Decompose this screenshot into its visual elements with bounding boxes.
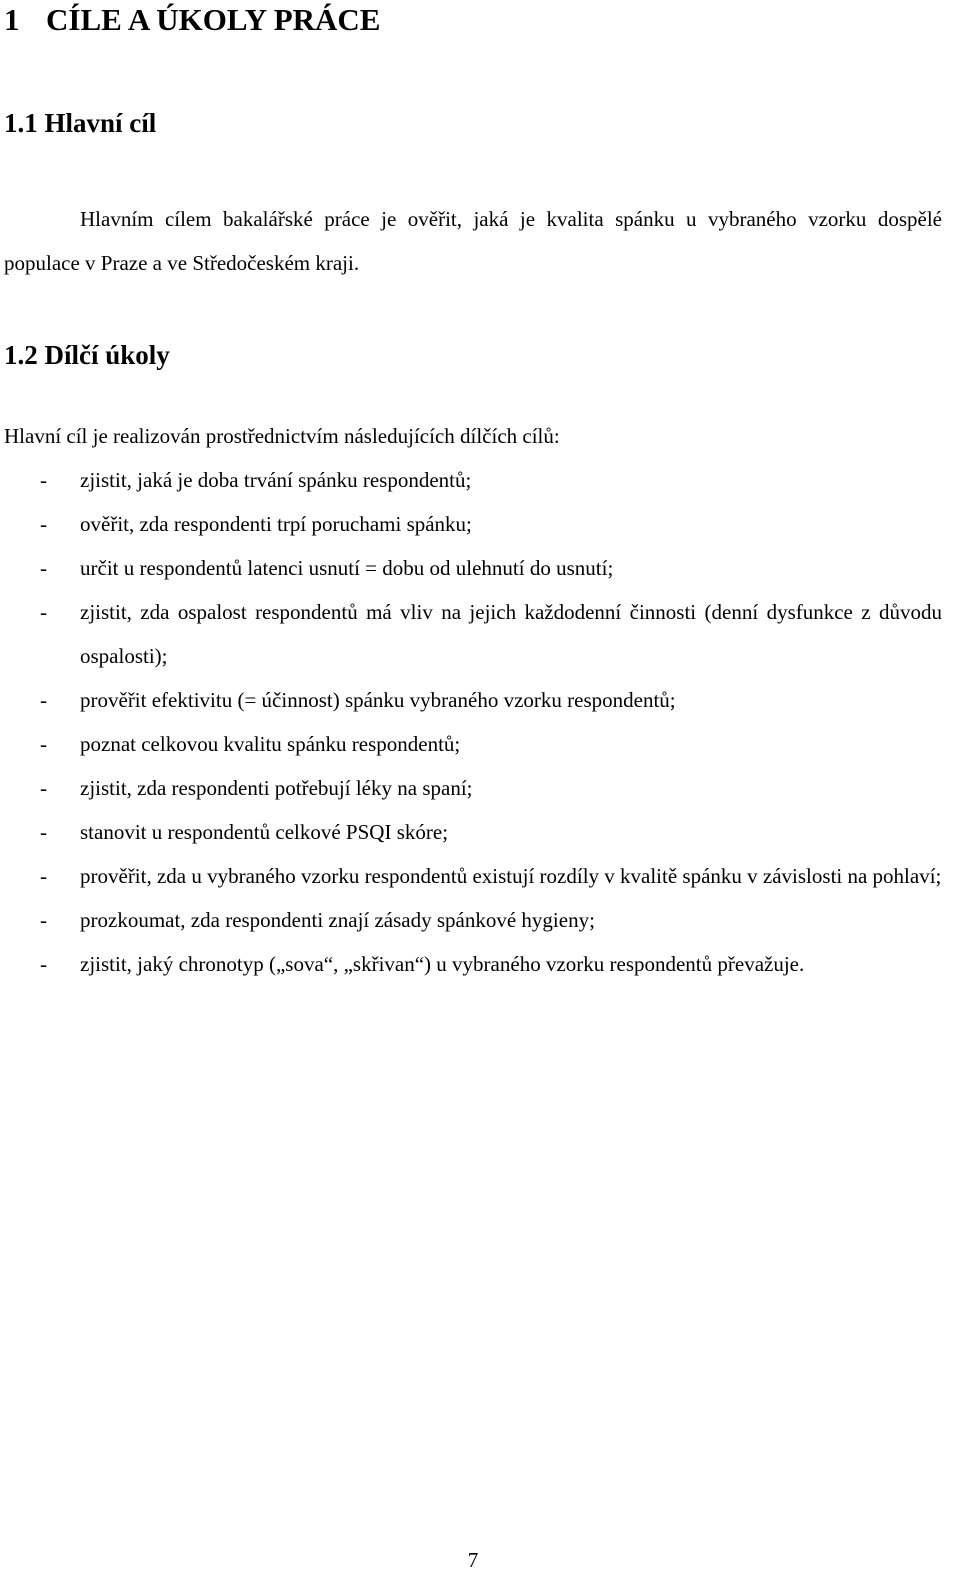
list-item — [4, 854, 942, 898]
list-item-text: zjistit, zda respondenti potřebují léky na spaní; — [80, 776, 473, 800]
list-item-text: prověřit efektivitu (= účinnost) spánku vybraného vzorku respondentů; — [80, 688, 676, 712]
list-bullet: - — [40, 600, 47, 624]
page-number: 7 — [467, 1548, 479, 1572]
list-bullet: - — [40, 556, 47, 580]
list-bullet: - — [40, 908, 47, 932]
list-item — [4, 590, 942, 678]
chapter-number: 1 — [4, 2, 20, 37]
list-item-text: určit u respondentů latenci usnutí = dobu od ulehnutí do usnutí; — [80, 556, 614, 580]
list-item — [4, 942, 942, 986]
chapter-heading — [4, 2, 380, 38]
list-item-text: prozkoumat, zda respondenti znají zásady spánkové hygieny; — [80, 908, 595, 932]
list-bullet: - — [40, 820, 47, 844]
list-item-text: ověřit, zda respondenti trpí poruchami spánku; — [80, 512, 472, 536]
list-item — [4, 458, 942, 502]
section-heading-main-goal: 1.1 Hlavní cíl — [4, 108, 157, 138]
section-heading-subtasks: 1.2 Dílčí úkoly — [4, 340, 170, 370]
list-item — [4, 810, 942, 854]
list-bullet: - — [40, 468, 47, 492]
list-item — [4, 766, 942, 810]
list-bullet: - — [40, 688, 47, 712]
subtasks-lead-text: Hlavní cíl je realizován prostřednictvím následujících dílčích cílů: — [4, 424, 560, 448]
list-item-text: stanovit u respondentů celkové PSQI skóre; — [80, 820, 449, 844]
list-item-text: zjistit, jaký chronotyp („sova“, „skřivan“) u vybraného vzorku respondentů převažuje. — [80, 952, 805, 976]
list-item-text: zjistit, jaká je doba trvání spánku respondentů; — [80, 468, 472, 492]
list-bullet: - — [40, 952, 47, 976]
list-item-text: prověřit, zda u vybraného vzorku respondentů existují rozdíly v kvalitě spánku v závislosti na pohlaví; — [80, 864, 942, 888]
list-item — [4, 722, 942, 766]
list-bullet: - — [40, 864, 47, 888]
list-item-text: zjistit, zda ospalost respondentů má vliv na jejich každodenní činnosti (denní dysfunkce z důvodu ospalosti); — [80, 600, 942, 668]
list-item-text: poznat celkovou kvalitu spánku respondentů; — [80, 732, 461, 756]
main-goal-paragraph: Hlavním cílem bakalářské práce je ověřit, jaká je kvalita spánku u vybraného vzorku dospělé populace v Praze a ve Středočeském kraji. — [4, 207, 942, 275]
chapter-title: CÍLE A ÚKOLY PRÁCE — [46, 2, 381, 37]
list-bullet: - — [40, 512, 47, 536]
list-item — [4, 546, 942, 590]
list-item — [4, 898, 942, 942]
list-bullet: - — [40, 732, 47, 756]
subtasks-list — [4, 458, 942, 986]
list-bullet: - — [40, 776, 47, 800]
list-item — [4, 678, 942, 722]
list-item — [4, 502, 942, 546]
